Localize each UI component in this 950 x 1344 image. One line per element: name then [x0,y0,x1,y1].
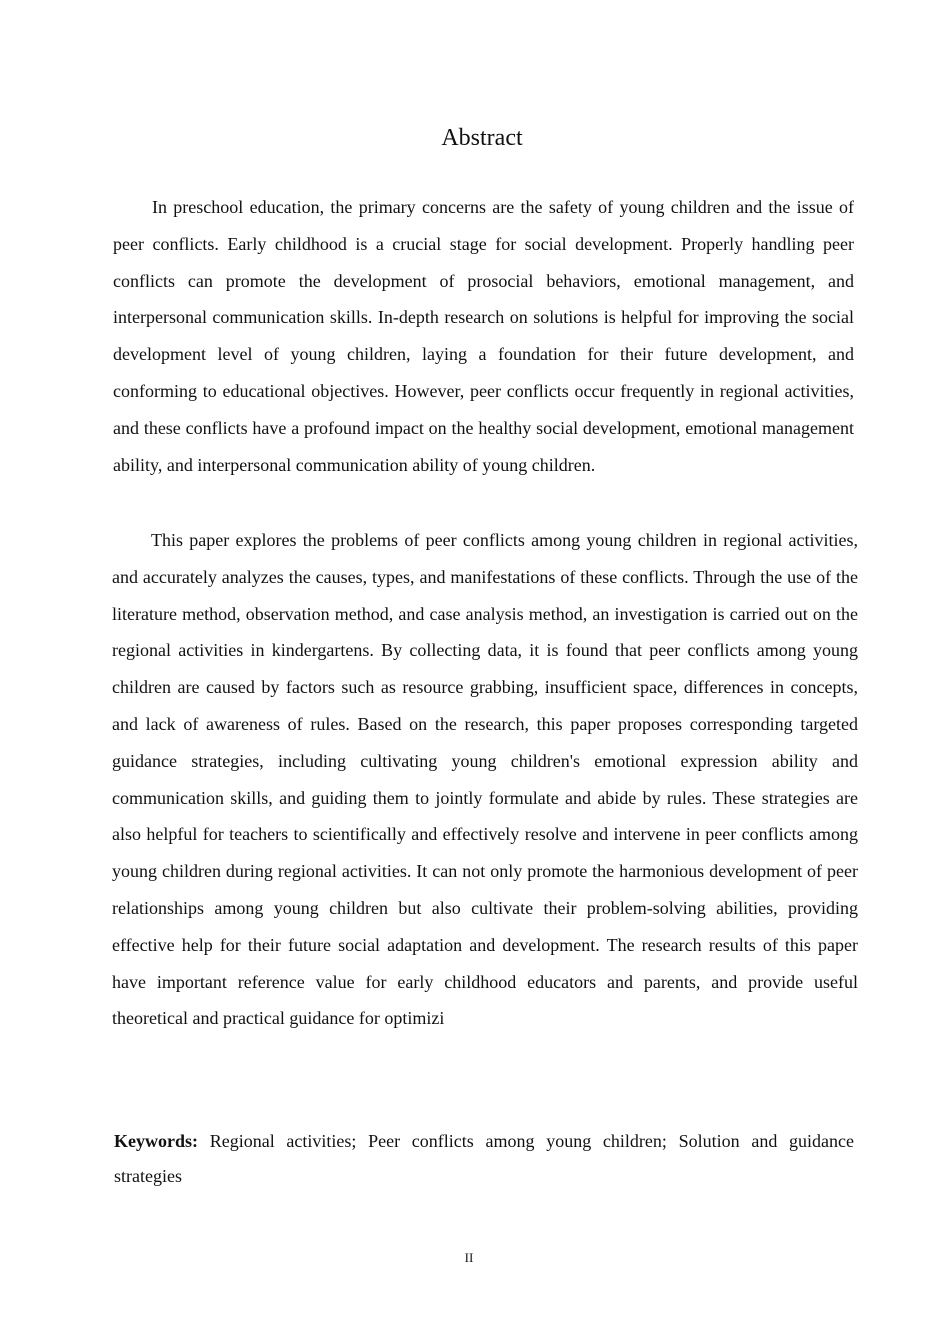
abstract-paragraph-1: In preschool education, the primary concerns are the safety of young children and the issue of peer conflicts. Early childhood is a crucial stage for social development. Properly handling peer conflicts can promote the development of prosocial behaviors, emotional management, and interpersonal communication skills. In-depth research on solutions is helpful for improving the social development level of young children, laying a foundation for their future development, and conforming to educational objectives. However, peer conflicts occur frequently in regional activities, and these conflicts have a profound impact on the healthy social development, emotional management ability, and interpersonal communication ability of young children. [113,197,854,475]
page-number: II [464,1250,474,1265]
abstract-title: Abstract [441,125,523,151]
abstract-paragraph-2: This paper explores the problems of peer conflicts among young children in regional activities, and accurately analyzes the causes, types, and manifestations of these conflicts. Through the use of the literature method, observation method, and case analysis method, an investigation is carried out on the regional activities in kindergartens. By collecting data, it is found that peer conflicts among young children are caused by factors such as resource grabbing, insufficient space, differences in concepts, and lack of awareness of rules. Based on the research, this paper proposes corresponding targeted guidance strategies, including cultivating young children's emotional expression ability and communication skills, and guiding them to jointly formulate and abide by rules. These strategies are also helpful for teachers to scientifically and effectively resolve and intervene in peer conflicts among young children during regional activities. It can not only promote the harmonious development of peer relationships among young children but also cultivate their problem-solving abilities, providing effective help for their future social adaptation and development. The research results of this paper have important reference value for early childhood educators and parents, and provide useful theoretical and practical guidance for optimizi [112,530,858,1029]
keywords-text: Regional activities; Peer conflicts among young children; Solution and guidance strategies [114,1131,854,1186]
keywords-label: Keywords: [114,1131,198,1151]
keywords-line [114,1124,854,1194]
